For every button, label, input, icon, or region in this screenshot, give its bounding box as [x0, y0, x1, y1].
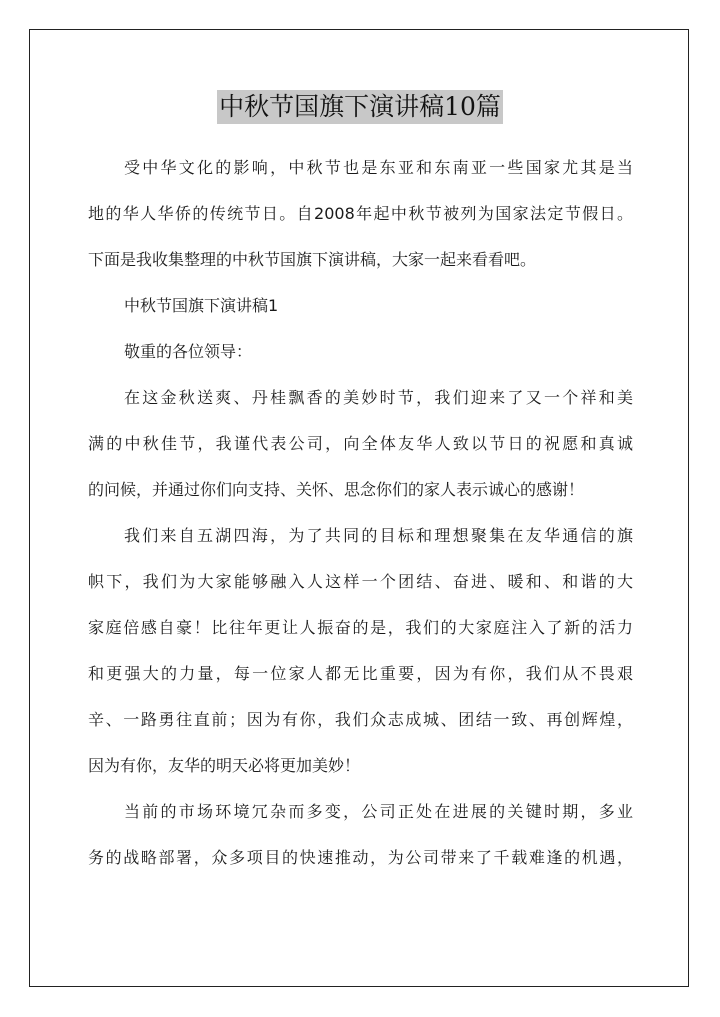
paragraph-line: 下面是我收集整理的中秋节国旗下演讲稿，大家一起来看看吧。	[88, 250, 537, 269]
paragraph-line: 家庭倍感自豪！比往年更让人振奋的是，我们的大家庭注入了新的活力	[88, 618, 633, 637]
paragraph-line: 满的中秋佳节，我谨代表公司，向全体友华人致以节日的祝愿和真诚	[88, 434, 633, 453]
document-body	[88, 150, 633, 886]
paragraph-line: 受中华文化的影响，中秋节也是东亚和东南亚一些国家尤其是当	[124, 158, 633, 177]
paragraph-line: 当前的市场环境冗杂而多变，公司正处在进展的关键时期，多业	[124, 802, 633, 821]
paragraph-line: 帜下，我们为大家能够融入人这样一个团结、奋进、暖和、和谐的大	[88, 572, 633, 591]
paragraph-line: 务的战略部署，众多项目的快速推动，为公司带来了千载难逢的机遇，	[88, 848, 633, 867]
paragraph-line: 在这金秋送爽、丹桂飘香的美妙时节，我们迎来了又一个祥和美	[124, 388, 633, 407]
paragraph-line: 的问候，并通过你们向支持、关怀、思念你们的家人表示诚心的感谢！	[88, 480, 585, 499]
paragraph-line: 因为有你，友华的明天必将更加美妙！	[88, 756, 361, 775]
document-title: 中秋节国旗下演讲稿10篇	[217, 90, 503, 124]
section-heading: 中秋节国旗下演讲稿1	[124, 296, 279, 315]
paragraph-line: 我们来自五湖四海，为了共同的目标和理想聚集在友华通信的旗	[124, 526, 633, 545]
salutation: 敬重的各位领导：	[124, 342, 253, 361]
paragraph-line: 地的华人华侨的传统节日。自2008年起中秋节被列为国家法定节假日。	[88, 204, 633, 223]
paragraph-line: 和更强大的力量，每一位家人都无比重要，因为有你，我们从不畏艰	[88, 664, 633, 683]
paragraph-line: 辛、一路勇往直前；因为有你，我们众志成城、团结一致、再创辉煌，	[88, 710, 633, 729]
title-container	[0, 90, 720, 124]
